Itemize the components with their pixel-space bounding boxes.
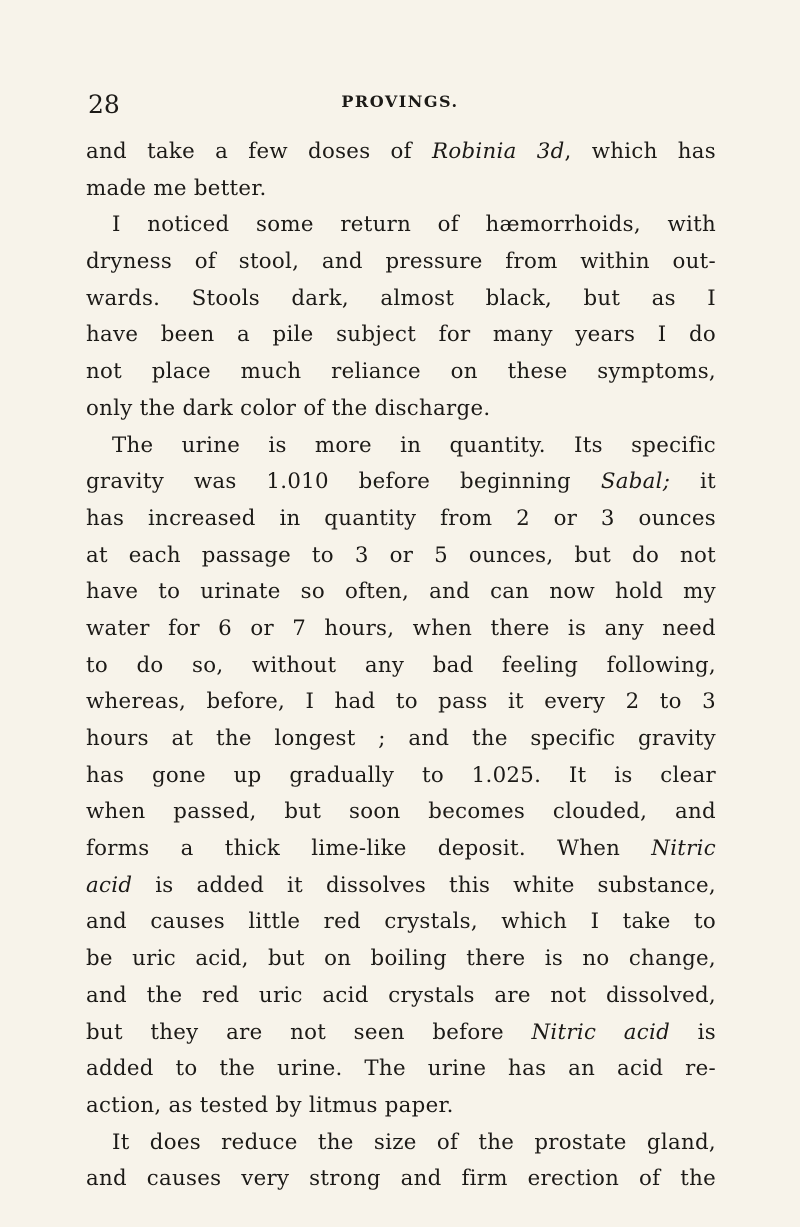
text-line (86, 428, 716, 465)
text-line (86, 1088, 716, 1125)
text-line (86, 978, 716, 1015)
text-line (86, 758, 716, 795)
text-line (86, 574, 716, 611)
italic-term: Nitric (651, 836, 716, 862)
line-text: wards. Stools dark, almost black, but as I (86, 285, 716, 311)
text-line (86, 171, 716, 208)
line-text: be uric acid, but on boiling there is no change, (86, 946, 716, 972)
line-text: has increased in quantity from 2 or 3 ounces (86, 505, 716, 531)
line-text: is added it dissolves this white substance, (132, 872, 716, 898)
text-line (86, 648, 716, 685)
line-text: have been a pile subject for many years I do (86, 322, 716, 348)
text-line (86, 794, 716, 831)
line-text: to do so, without any bad feeling following, (86, 652, 716, 678)
line-text: action, as tested by litmus paper. (86, 1092, 454, 1118)
text-line (86, 1125, 716, 1162)
line-text: The urine is more in quantity. Its specific (112, 432, 716, 458)
line-text: forms a thick lime-like deposit. When (86, 836, 652, 862)
line-text: has gone up gradually to 1.025. It is clear (86, 762, 716, 788)
page-header (88, 90, 712, 124)
running-title: PROVINGS. (341, 92, 459, 111)
line-text: and causes very strong and firm erection of the (86, 1166, 716, 1192)
text-line (86, 354, 716, 391)
line-text: made me better. (86, 175, 267, 201)
italic-term: Sabal; (600, 469, 671, 495)
line-text: dryness of stool, and pressure from within out- (86, 249, 716, 275)
line-text: is (670, 1019, 716, 1045)
line-text: gravity was 1.010 before beginning (86, 469, 601, 495)
text-line (86, 134, 716, 171)
line-text: and take a few doses of (86, 139, 432, 164)
line-text: water for 6 or 7 hours, when there is any need (86, 615, 716, 641)
text-line (86, 281, 716, 318)
line-text: and causes little red crystals, which I take to (86, 909, 716, 935)
text-line (86, 464, 716, 501)
line-text: at each passage to 3 or 5 ounces, but do not (86, 542, 716, 568)
text-line (86, 1051, 716, 1088)
text-line (86, 501, 716, 538)
text-line (86, 941, 716, 978)
text-line (86, 611, 716, 648)
line-text: only the dark color of the discharge. (86, 395, 491, 421)
line-text: not place much reliance on these symptoms, (86, 359, 716, 385)
line-text: It does reduce the size of the prostate gland, (112, 1129, 716, 1155)
text-line (86, 317, 716, 354)
line-text: whereas, before, I had to pass it every 2 to 3 (86, 689, 716, 715)
page-number: 28 (88, 90, 120, 119)
line-text: and the red uric acid crystals are not dissolved, (86, 982, 716, 1008)
italic-term: Robinia 3d (431, 139, 565, 164)
line-text: , which has (564, 139, 716, 164)
text-line (86, 721, 716, 758)
text-line (86, 1015, 716, 1052)
italic-term: acid (86, 872, 133, 898)
line-text: have to urinate so often, and can now hold my (86, 579, 716, 605)
text-line (86, 831, 716, 868)
text-line (86, 244, 716, 281)
line-text: when passed, but soon becomes clouded, and (86, 799, 716, 825)
text-line (86, 538, 716, 575)
line-text: but they are not seen before (86, 1019, 532, 1045)
body-text (86, 134, 716, 1198)
text-line (86, 207, 716, 244)
text-line (86, 391, 716, 428)
line-text: added to the urine. The urine has an acid re- (86, 1056, 716, 1082)
line-text: it (670, 469, 716, 495)
text-line (86, 868, 716, 905)
line-text: I noticed some return of hæmorrhoids, with (112, 212, 716, 238)
text-line (86, 1161, 716, 1198)
italic-term: Nitric acid (531, 1019, 671, 1045)
text-line (86, 904, 716, 941)
text-line (86, 684, 716, 721)
line-text: hours at the longest ; and the specific gravity (86, 726, 716, 751)
